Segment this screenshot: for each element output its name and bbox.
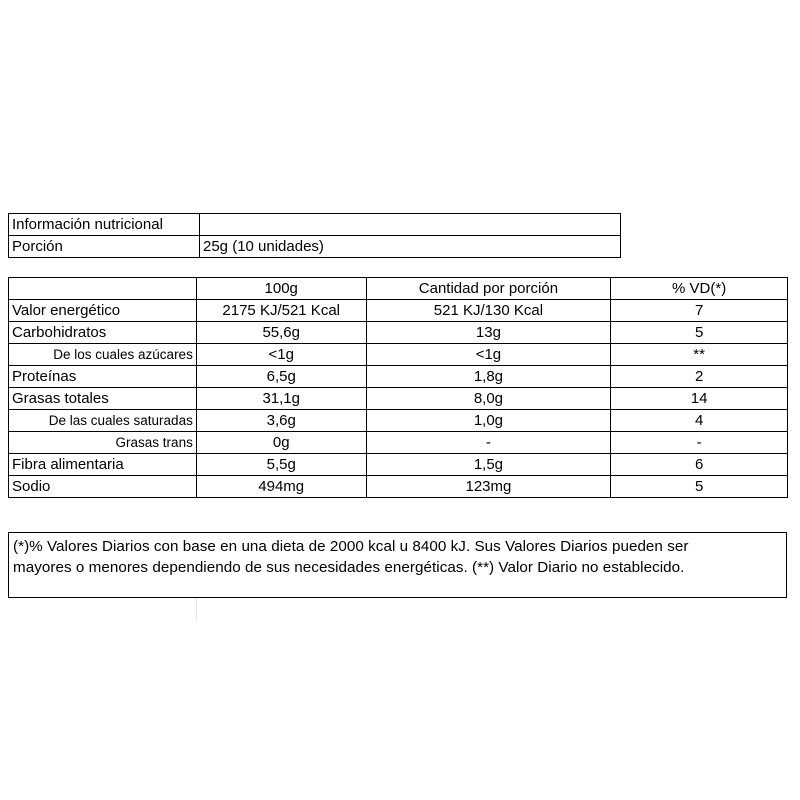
value-portion: - [366, 432, 611, 454]
nutrient-name: Carbohidratos [9, 322, 197, 344]
nutrient-name: Valor energético [9, 300, 197, 322]
value-vd: ** [611, 344, 788, 366]
portion-label: Porción [9, 236, 200, 258]
value-vd: 2 [611, 366, 788, 388]
value-per100: 31,1g [196, 388, 366, 410]
nutrient-name: De las cuales saturadas [9, 410, 197, 432]
footnote-line-2: mayores o menores dependiendo de sus necesidades energéticas. (**) Valor Diario no establecido. [13, 559, 685, 576]
value-vd: 5 [611, 322, 788, 344]
header-nutrient [9, 278, 197, 300]
table-row [9, 322, 788, 344]
table-row [9, 410, 788, 432]
info-title-row [9, 214, 621, 236]
header-per100: 100g [196, 278, 366, 300]
footnote-line-1: (*)% Valores Diarios con base en una dieta de 2000 kcal u 8400 kJ. Sus Valores Diarios pueden ser [13, 538, 689, 555]
info-table [8, 213, 621, 258]
value-portion: 521 KJ/130 Kcal [366, 300, 611, 322]
value-vd: 5 [611, 476, 788, 498]
nutrient-name: Grasas trans [9, 432, 197, 454]
footnote-text [9, 533, 786, 578]
value-per100: 55,6g [196, 322, 366, 344]
value-portion: 123mg [366, 476, 611, 498]
value-vd: 4 [611, 410, 788, 432]
header-vd: % VD(*) [611, 278, 788, 300]
value-portion: <1g [366, 344, 611, 366]
table-row [9, 432, 788, 454]
decorative-divider [196, 598, 197, 620]
table-row [9, 388, 788, 410]
info-title-empty-cell [200, 214, 621, 236]
nutrition-table [8, 277, 788, 498]
nutrient-name: Fibra alimentaria [9, 454, 197, 476]
value-per100: <1g [196, 344, 366, 366]
value-portion: 1,8g [366, 366, 611, 388]
table-row [9, 344, 788, 366]
value-per100: 3,6g [196, 410, 366, 432]
nutrient-name: Grasas totales [9, 388, 197, 410]
value-per100: 2175 KJ/521 Kcal [196, 300, 366, 322]
value-per100: 0g [196, 432, 366, 454]
value-vd: 7 [611, 300, 788, 322]
value-per100: 5,5g [196, 454, 366, 476]
nutrient-name: Proteínas [9, 366, 197, 388]
table-row [9, 366, 788, 388]
value-portion: 1,5g [366, 454, 611, 476]
info-title: Información nutricional [9, 214, 200, 236]
value-vd: 6 [611, 454, 788, 476]
value-portion: 13g [366, 322, 611, 344]
value-portion: 1,0g [366, 410, 611, 432]
value-vd: - [611, 432, 788, 454]
value-per100: 494mg [196, 476, 366, 498]
nutrient-name: Sodio [9, 476, 197, 498]
value-per100: 6,5g [196, 366, 366, 388]
header-row [9, 278, 788, 300]
table-row [9, 300, 788, 322]
portion-row [9, 236, 621, 258]
footnote-box [8, 532, 787, 598]
portion-value: 25g (10 unidades) [200, 236, 621, 258]
table-row [9, 454, 788, 476]
table-row [9, 476, 788, 498]
header-portion: Cantidad por porción [366, 278, 611, 300]
nutrient-name: De los cuales azúcares [9, 344, 197, 366]
value-vd: 14 [611, 388, 788, 410]
value-portion: 8,0g [366, 388, 611, 410]
